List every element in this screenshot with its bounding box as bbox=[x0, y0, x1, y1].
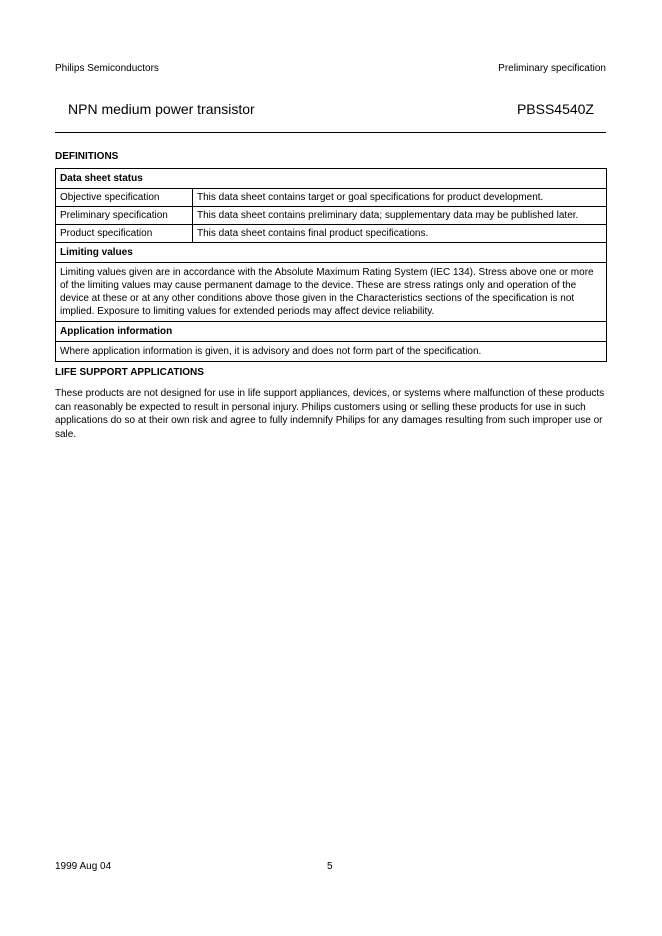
data-sheet-status-heading: Data sheet status bbox=[56, 169, 607, 189]
title-divider bbox=[55, 132, 606, 133]
definitions-table bbox=[55, 168, 607, 362]
life-support-heading: LIFE SUPPORT APPLICATIONS bbox=[55, 367, 204, 378]
table-row bbox=[56, 243, 607, 263]
table-row bbox=[56, 169, 607, 189]
table-row bbox=[56, 342, 607, 362]
status-cell: Preliminary specification bbox=[56, 207, 193, 225]
header-spec-type: Preliminary specification bbox=[498, 63, 606, 74]
status-description-cell: This data sheet contains preliminary data; supplementary data may be published later. bbox=[193, 207, 607, 225]
application-information-heading: Application information bbox=[56, 322, 607, 342]
table-row bbox=[56, 263, 607, 322]
product-description-title: NPN medium power transistor bbox=[68, 101, 255, 117]
table-row bbox=[56, 189, 607, 207]
table-row bbox=[56, 207, 607, 225]
header-company: Philips Semiconductors bbox=[55, 63, 159, 74]
status-cell: Objective specification bbox=[56, 189, 193, 207]
table-row bbox=[56, 225, 607, 243]
application-information-text: Where application information is given, it is advisory and does not form part of the specification. bbox=[56, 342, 607, 362]
footer-page-number: 5 bbox=[327, 861, 333, 872]
part-number-title: PBSS4540Z bbox=[516, 101, 594, 117]
status-cell: Product specification bbox=[56, 225, 193, 243]
status-description-cell: This data sheet contains target or goal specifications for product development. bbox=[193, 189, 607, 207]
limiting-values-heading: Limiting values bbox=[56, 243, 607, 263]
limiting-values-text: Limiting values given are in accordance with the Absolute Maximum Rating System (IEC 134). Stress above one or more of the limiting values may cause permanent damage to the device. These are stress ratings only and operation of the device at these or at any other conditions above those given in the Characteristics sections of the specification is not implied. Exposure to limiting values for extended periods may affect device reliability. bbox=[56, 263, 607, 322]
table-row bbox=[56, 322, 607, 342]
life-support-text: These products are not designed for use in life support appliances, devices, or systems where malfunction of these products can reasonably be expected to result in personal injury. Philips customers using or selling these products for use in such applications do so at their own risk and agree to fully indemnify Philips for any damages resulting from such improper use or sale. bbox=[55, 388, 605, 440]
status-description-cell: This data sheet contains final product specifications. bbox=[193, 225, 607, 243]
definitions-heading: DEFINITIONS bbox=[55, 151, 119, 162]
footer-date: 1999 Aug 04 bbox=[55, 861, 112, 872]
